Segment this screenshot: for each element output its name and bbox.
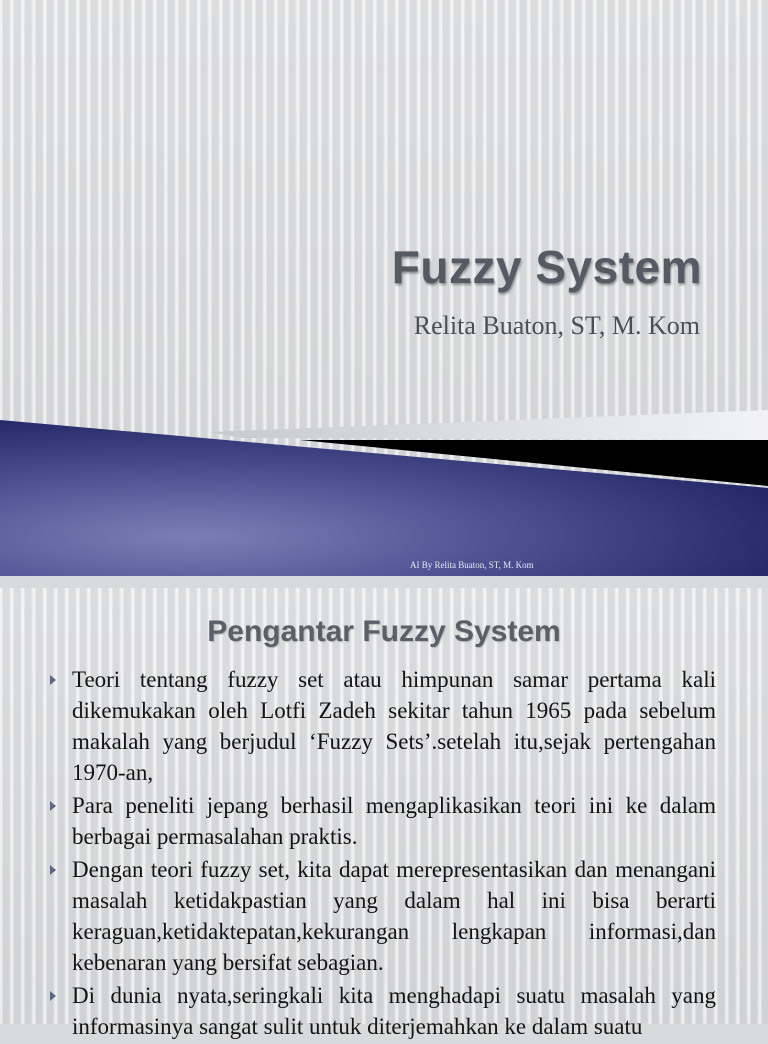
list-item-text: Dengan teori fuzzy set, kita dapat merepresentasikan dan menangani masalah ketidakpastian yang dalam hal ini bisa berarti keraguan,ketidaktepatan,kekurangan lengkapan informasi,dan kebenaran yang bersifat sebagian.	[72, 857, 716, 975]
content-slide	[0, 588, 768, 1039]
list-item	[48, 664, 716, 788]
slide-title: Pengantar Fuzzy System	[207, 615, 561, 648]
silver-stripe	[210, 410, 768, 440]
triangle-bullet-icon	[50, 675, 56, 685]
list-item	[48, 790, 716, 852]
triangle-bullet-icon	[50, 865, 56, 875]
decorative-band	[0, 410, 768, 576]
list-item-text: Di dunia nyata,seringkali kita menghadapi suatu masalah yang informasinya sangat sulit untuk diterjemahkan ke dalam suatu	[72, 983, 716, 1039]
slide-title: Fuzzy System	[391, 241, 702, 293]
slide-subtitle: Relita Buaton, ST, M. Kom	[413, 311, 700, 340]
triangle-bullet-icon	[50, 801, 56, 811]
list-item-text: Para peneliti jepang berhasil mengaplikasikan teori ini ke dalam berbagai permasalahan praktis.	[72, 793, 716, 849]
list-item	[48, 854, 716, 978]
bullet-list	[48, 664, 716, 1044]
slide-footer: AI By Relita Buaton, ST, M. Kom	[410, 560, 534, 570]
list-item-text: Teori tentang fuzzy set atau himpunan samar pertama kali dikemukakan oleh Lotfi Zadeh sekitar tahun 1965 pada sebelum makalah yang berjudul ‘Fuzzy Sets’.setelah itu,sejak pertengahan 1970-an,	[72, 667, 716, 785]
list-item	[48, 980, 716, 1042]
triangle-bullet-icon	[50, 991, 56, 1001]
